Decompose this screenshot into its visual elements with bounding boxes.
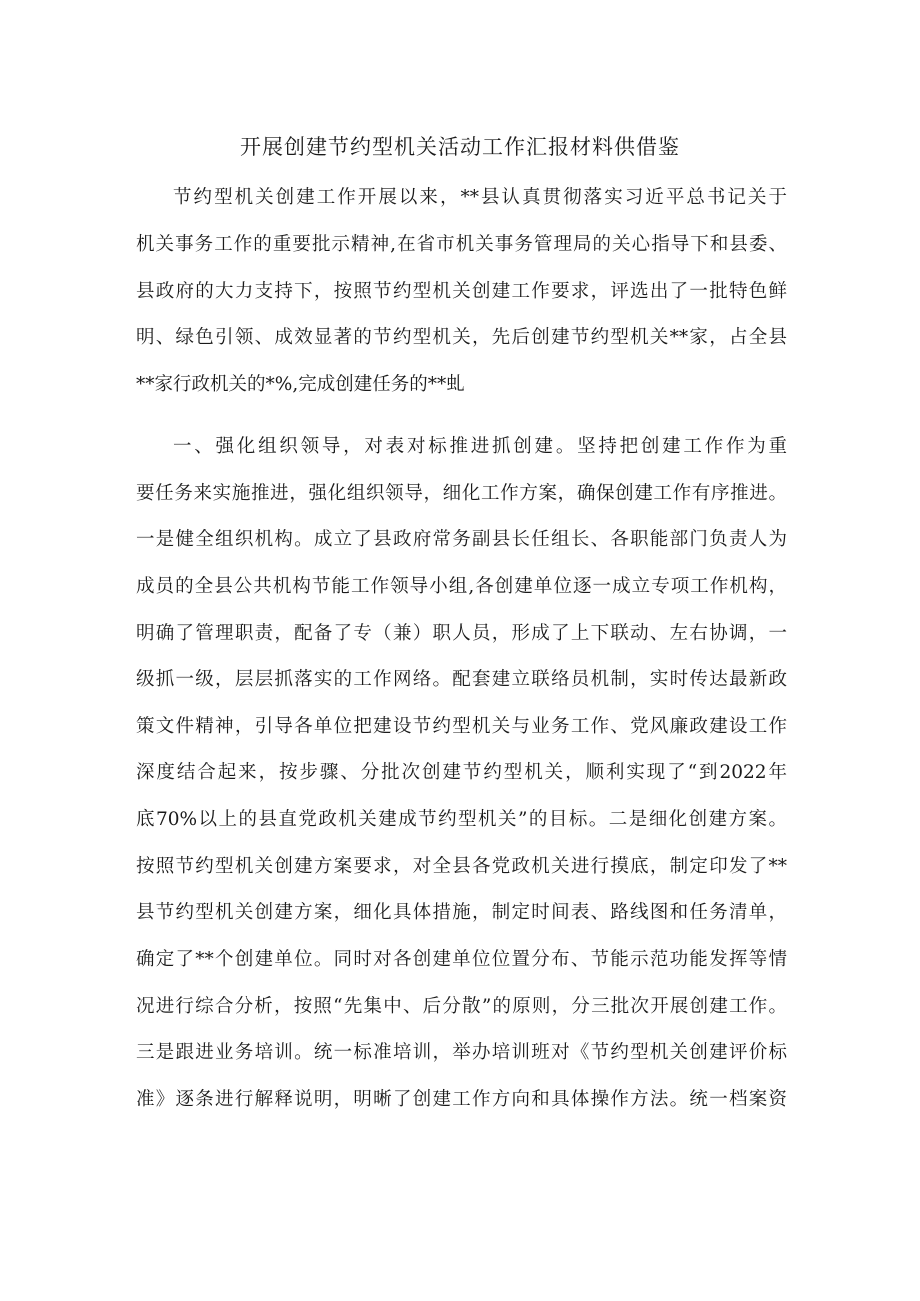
paragraph-2-line-4: 成员的全县公共机构节能工作领导小组,各创建单位逐一成立专项工作机构，	[136, 576, 787, 597]
paragraph-2-line-9: 底70%以上的县直党政机关建成节约型机关”的目标。二是细化创建方案。	[136, 809, 787, 830]
paragraph-1-line-5: **家行政机关的*%,完成创建任务的**虬	[136, 374, 465, 395]
paragraph-2-line-8: 深度结合起来，按步骤、分批次创建节约型机关，顺利实现了“到2022年	[136, 762, 787, 783]
paragraph-1-line-4: 明、绿色引领、成效显著的节约型机关，先后创建节约型机关**家，占全县	[136, 327, 787, 348]
paragraph-2-line-1: 一、强化组织领导，对表对标推进抓创建。坚持把创建工作作为重	[173, 436, 787, 457]
paragraph-2-line-2: 要任务来实施推进，强化组织领导，细化工作方案，确保创建工作有序推进。	[136, 483, 787, 504]
paragraph-2-line-11: 县节约型机关创建方案，细化具体措施，制定时间表、路线图和任务清单，	[136, 902, 787, 923]
paragraph-1-line-1: 节约型机关创建工作开展以来，**县认真贯彻落实习近平总书记关于	[173, 187, 787, 208]
document-title: 开展创建节约型机关活动工作汇报材料供借鉴	[240, 135, 680, 159]
paragraph-2-line-7: 策文件精神，引导各单位把建设节约型机关与业务工作、党风廉政建设工作	[136, 716, 787, 737]
paragraph-2-line-14: 三是跟进业务培训。统一标准培训，举办培训班对《节约型机关创建评价标	[136, 1042, 787, 1063]
paragraph-2-line-5: 明确了管理职责，配备了专（兼）职人员，形成了上下联动、左右协调，一	[136, 623, 787, 644]
paragraph-2-line-3: 一是健全组织机构。成立了县政府常务副县长任组长、各职能部门负责人为	[136, 529, 787, 550]
paragraph-2-line-13: 况进行综合分析，按照“先集中、后分散”的原则，分三批次开展创建工作。	[136, 996, 787, 1017]
paragraph-2-line-15: 准》逐条进行解释说明，明晰了创建工作方向和具体操作方法。统一档案资	[136, 1089, 787, 1110]
paragraph-2-line-10: 按照节约型机关创建方案要求，对全县各党政机关进行摸底，制定印发了**	[136, 856, 787, 877]
paragraph-2-line-12: 确定了**个创建单位。同时对各创建单位位置分布、节能示范功能发挥等情	[136, 949, 787, 970]
paragraph-1-line-3: 县政府的大力支持下，按照节约型机关创建工作要求，评选出了一批特色鲜	[136, 281, 787, 302]
paragraph-2-line-6: 级抓一级，层层抓落实的工作网络。配套建立联络员机制，实时传达最新政	[136, 669, 787, 690]
paragraph-1-line-2: 机关事务工作的重要批示精神,在省市机关事务管理局的关心指导下和县委、	[136, 234, 787, 255]
